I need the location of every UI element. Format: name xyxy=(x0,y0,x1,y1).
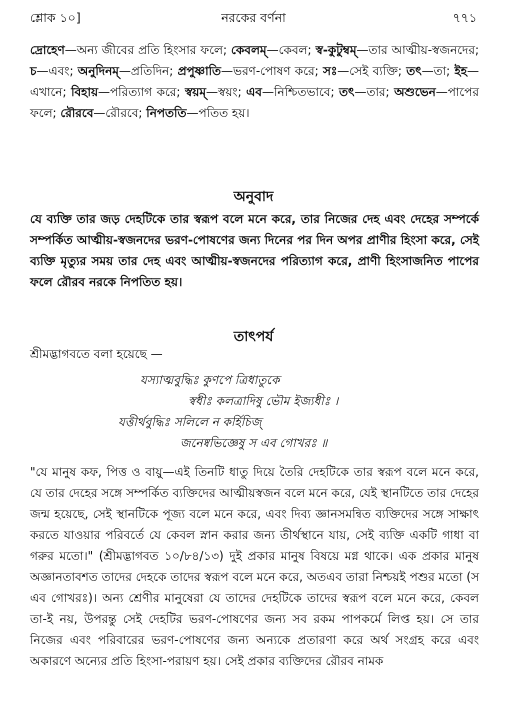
gloss-term: দ্রোহেণ xyxy=(30,43,65,57)
gloss-meaning: —প্রতিদিন; xyxy=(118,64,178,78)
gloss-meaning: —তার; xyxy=(354,85,395,99)
gloss-meaning: —রৌরবে; xyxy=(93,106,147,120)
chapter-title: নরকের বর্ণনা xyxy=(221,10,286,25)
translation-heading: অনুবাদ xyxy=(233,189,274,205)
gloss-meaning: —কেবল; xyxy=(266,43,316,57)
purport-heading: তাৎপর্য xyxy=(233,329,274,345)
gloss-meaning: —পাপের ফলে; xyxy=(30,85,479,120)
verse-line-1: যস্যাত্মবুদ্ধিঃ কুণপে ত্রিধাতুকে xyxy=(140,373,280,387)
verse-line-4: জনেষ্বভিজ্ঞেষু স এব গোখরঃ ॥ xyxy=(180,436,328,450)
running-header xyxy=(30,10,477,30)
gloss-term: কেবলম্ xyxy=(231,43,267,57)
gloss-term: স্ব-কুটুম্বম্ xyxy=(315,43,357,57)
gloss-term: সঃ xyxy=(322,64,338,78)
gloss-term: ইহ xyxy=(454,64,467,78)
purport-intro: শ্রীমদ্ভাগবতে বলা হয়েছে — xyxy=(30,347,163,361)
gloss-meaning: —স্বয়ং; xyxy=(206,85,247,99)
gloss-term: চ xyxy=(30,64,37,78)
gloss-term: অশুভেন xyxy=(394,85,436,99)
gloss-term: প্রপুষ্ণাতি xyxy=(177,64,222,78)
gloss-meaning: —তার আত্মীয়-স্বজনদের; xyxy=(356,43,480,57)
page-number: ৭৭১ xyxy=(452,10,477,25)
gloss-meaning: —এখানে; xyxy=(30,64,479,99)
gloss-meaning: —তা; xyxy=(421,64,455,78)
gloss-term: অনুদিনম্ xyxy=(77,64,119,78)
verse-line-2: স্বধীঃ কলত্রাদিষু ভৌম ইজ্যধীঃ । xyxy=(188,394,339,408)
verse-line-3: যত্তীর্থবুদ্ধিঃ সলিলে ন কর্হিচিজ্ xyxy=(118,415,262,429)
gloss-term: এব xyxy=(246,85,262,99)
gloss-term: স্বয়ম্ xyxy=(184,85,207,99)
gloss-meaning: —অন্য জীবের প্রতি হিংসার ফলে; xyxy=(64,43,232,57)
translation-text: যে ব্যক্তি তার জড় দেহটিকে তার স্বরূপ বলে মনে করে, তার নিজের দেহ এবং দেহের সম্পর্কে সম্পর্কিত আত্মীয়-স্বজনদের ভরণ-পোষণের জন্য দিনের পর দিন অপর প্রাণীর হিংসা করে, সেই ব্যক্তি মৃত্যুর সময় তার দেহ এবং আত্মীয়-স্বজনদের পরিত্যাগ করে, প্রাণী হিংসাজনিত পাপের ফলে রৌরব নরকে নিপতিত হয়। xyxy=(30,212,479,289)
gloss-term: তৎ xyxy=(406,64,422,78)
gloss-meaning: —সেই ব্যক্তি; xyxy=(337,64,407,78)
gloss-term: নিপততি xyxy=(146,106,187,120)
gloss-meaning: —পতিত হয়। xyxy=(186,106,250,120)
gloss-meaning: —নিশ্চিতভাবে; xyxy=(261,85,340,99)
purport-text: "যে মানুষ কফ, পিত্ত ও বায়ু—এই তিনটি ধাতু দিয়ে তৈরি দেহটিকে তার স্বরূপ বলে মনে করে, যে তার দেহের সঙ্গে সম্পর্কিত ব্যক্তিদের আত্মীয়স্বজন বলে মনে করে, যেই স্থানটিতে তার দেহের জন্ম হয়েছে, সেই স্থানটিকে পূজ্য বলে মনে করে, এবং দিব্য জ্ঞানসমন্বিত ব্যক্তিদের সঙ্গে সাক্ষাৎ করতে যাওয়ার পরিবর্তে যে কেবল স্নান করার জন্য তীর্থস্থানে যায়, সেই ব্যক্তি একটি গাধা বা গরুর মতো।" (শ্রীমদ্ভাগবত ১০/৮৪/১৩) দুই প্রকার মানুষ বিষয়ে মগ্ন থাকে। এক প্রকার মানুষ অজ্ঞানতাবশত তাদের দেহকে তাদের স্বরূপ বলে মনে করে, অতএব তারা নিশ্চয়ই পশুর মতো (স এব গোখরঃ)। অন্য শ্রেণীর মানুষেরা যে তাদের দেহটিকে তাদের স্বরূপ বলে মনে করে, কেবল তা-ই নয়, উপরন্তু সেই দেহটির ভরণ-পোষণের জন্য সব রকম পাপকর্মে লিপ্ত হয়। সে তার নিজের এবং পরিবারের ভরণ-পোষণের জন্য অন্যকে প্রতারণা করে অর্থ সংগ্রহ করে এবং অকারণে অন্যের প্রতি হিংসা-পরায়ণ হয়। সেই প্রকার ব্যক্তিদের রৌরব নামক xyxy=(30,465,479,668)
gloss-term: বিহায় xyxy=(71,85,99,99)
verse-number: শ্লোক ১০] xyxy=(30,10,81,25)
gloss-meaning: —এবং; xyxy=(36,64,78,78)
gloss-term: তৎ xyxy=(339,85,355,99)
gloss-meaning: —ভরণ-পোষণ করে; xyxy=(221,64,323,78)
gloss-term: রৌরবে xyxy=(60,106,94,120)
word-for-word-glossary xyxy=(30,40,479,124)
gloss-meaning: —পরিত্যাগ করে; xyxy=(98,85,185,99)
